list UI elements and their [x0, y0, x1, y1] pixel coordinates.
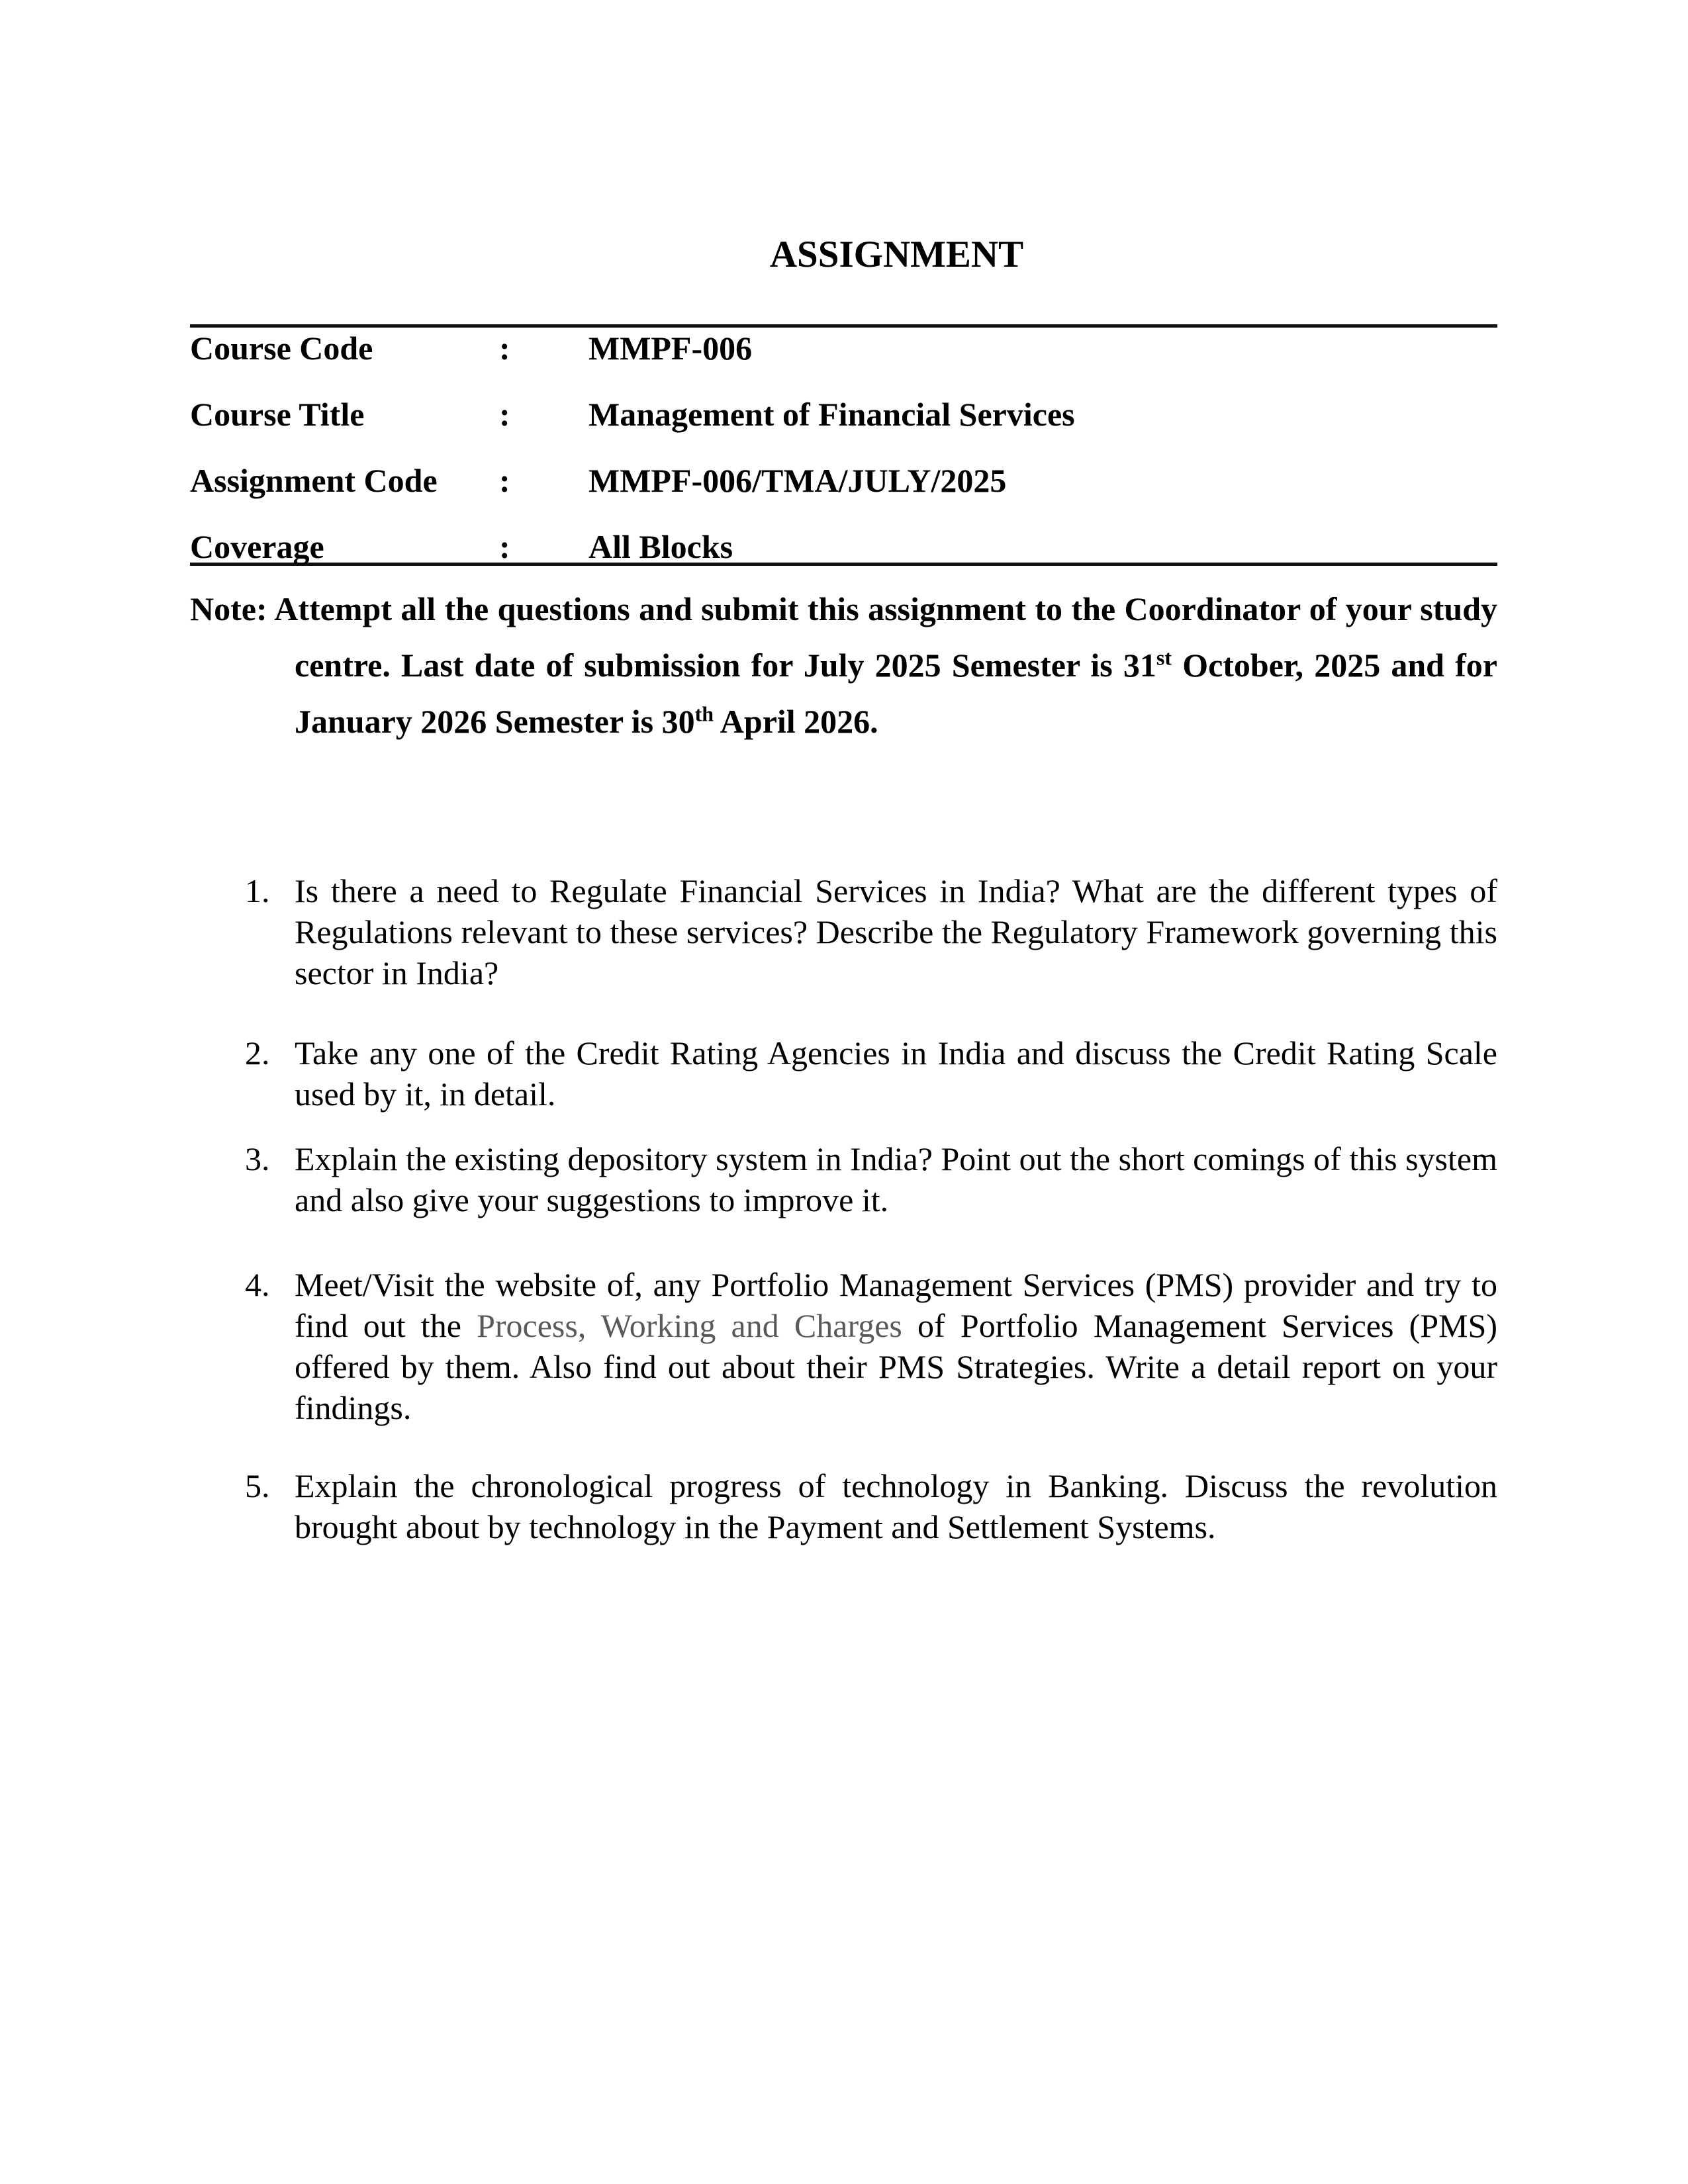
table-row-course-title: [190, 394, 1497, 460]
row-separator: :: [499, 462, 510, 499]
question-number: 5.: [245, 1467, 270, 1504]
question-number: 2.: [245, 1034, 270, 1071]
question-text: Explain the chronological progress of technology in Banking. Discuss the revolution brought about by technology in the Payment and Settlement Systems.: [295, 1467, 1497, 1545]
question-text: Take any one of the Credit Rating Agencies in India and discuss the Credit Rating Scale used by it, in detail.: [295, 1034, 1497, 1113]
table-row-course-code: [190, 328, 1497, 394]
page-title: ASSIGNMENT: [769, 234, 1024, 275]
table-row-coverage: [190, 526, 1497, 563]
course-info-table: [190, 324, 1497, 566]
row-value: All Blocks: [588, 528, 733, 565]
question-number: 3.: [245, 1140, 270, 1177]
row-separator: :: [499, 330, 510, 367]
question-item-2: [190, 1032, 1497, 1115]
question-text: Explain the existing depository system in India? Point out the short comings of this system and also give your suggestions to improve it.: [295, 1140, 1497, 1218]
question-item-5: [190, 1465, 1497, 1547]
question-item-4: [190, 1264, 1497, 1428]
row-value: MMPF-006/TMA/JULY/2025: [588, 462, 1007, 499]
row-value: Management of Financial Services: [588, 396, 1075, 433]
question-list: [190, 870, 1497, 1547]
row-label: Assignment Code: [190, 462, 438, 499]
question-text: Is there a need to Regulate Financial Services in India? What are the different types of Regulations relevant to these services? Describe the Regulatory Framework governing this sector in India?: [295, 872, 1497, 991]
row-label: Coverage: [190, 528, 324, 565]
row-separator: :: [499, 396, 510, 433]
question-text: Meet/Visit the website of, any Portfolio Management Services (PMS) provider and try to find out the Process, Working and Charges of Portfolio Management Services (PMS) offered by them. Also find out about their PMS Strategies. Write a detail report on your findings.: [295, 1266, 1497, 1426]
question-number: 4.: [245, 1266, 270, 1303]
question-item-3: [190, 1138, 1497, 1220]
table-row-assignment-code: [190, 460, 1497, 526]
row-label: Course Code: [190, 330, 373, 367]
submission-note: Note: Attempt all the questions and submit this assignment to the Coordinator of your study centre. Last date of submission for July 2025 Semester is 31st October, 2025 and for January 2026 Semester is 30th April 2026.: [190, 590, 1514, 740]
row-value: MMPF-006: [588, 330, 753, 367]
question-item-1: [190, 870, 1497, 993]
row-label: Course Title: [190, 396, 365, 433]
question-number: 1.: [245, 872, 270, 909]
row-separator: :: [499, 528, 510, 565]
document-content: [190, 0, 1514, 1547]
